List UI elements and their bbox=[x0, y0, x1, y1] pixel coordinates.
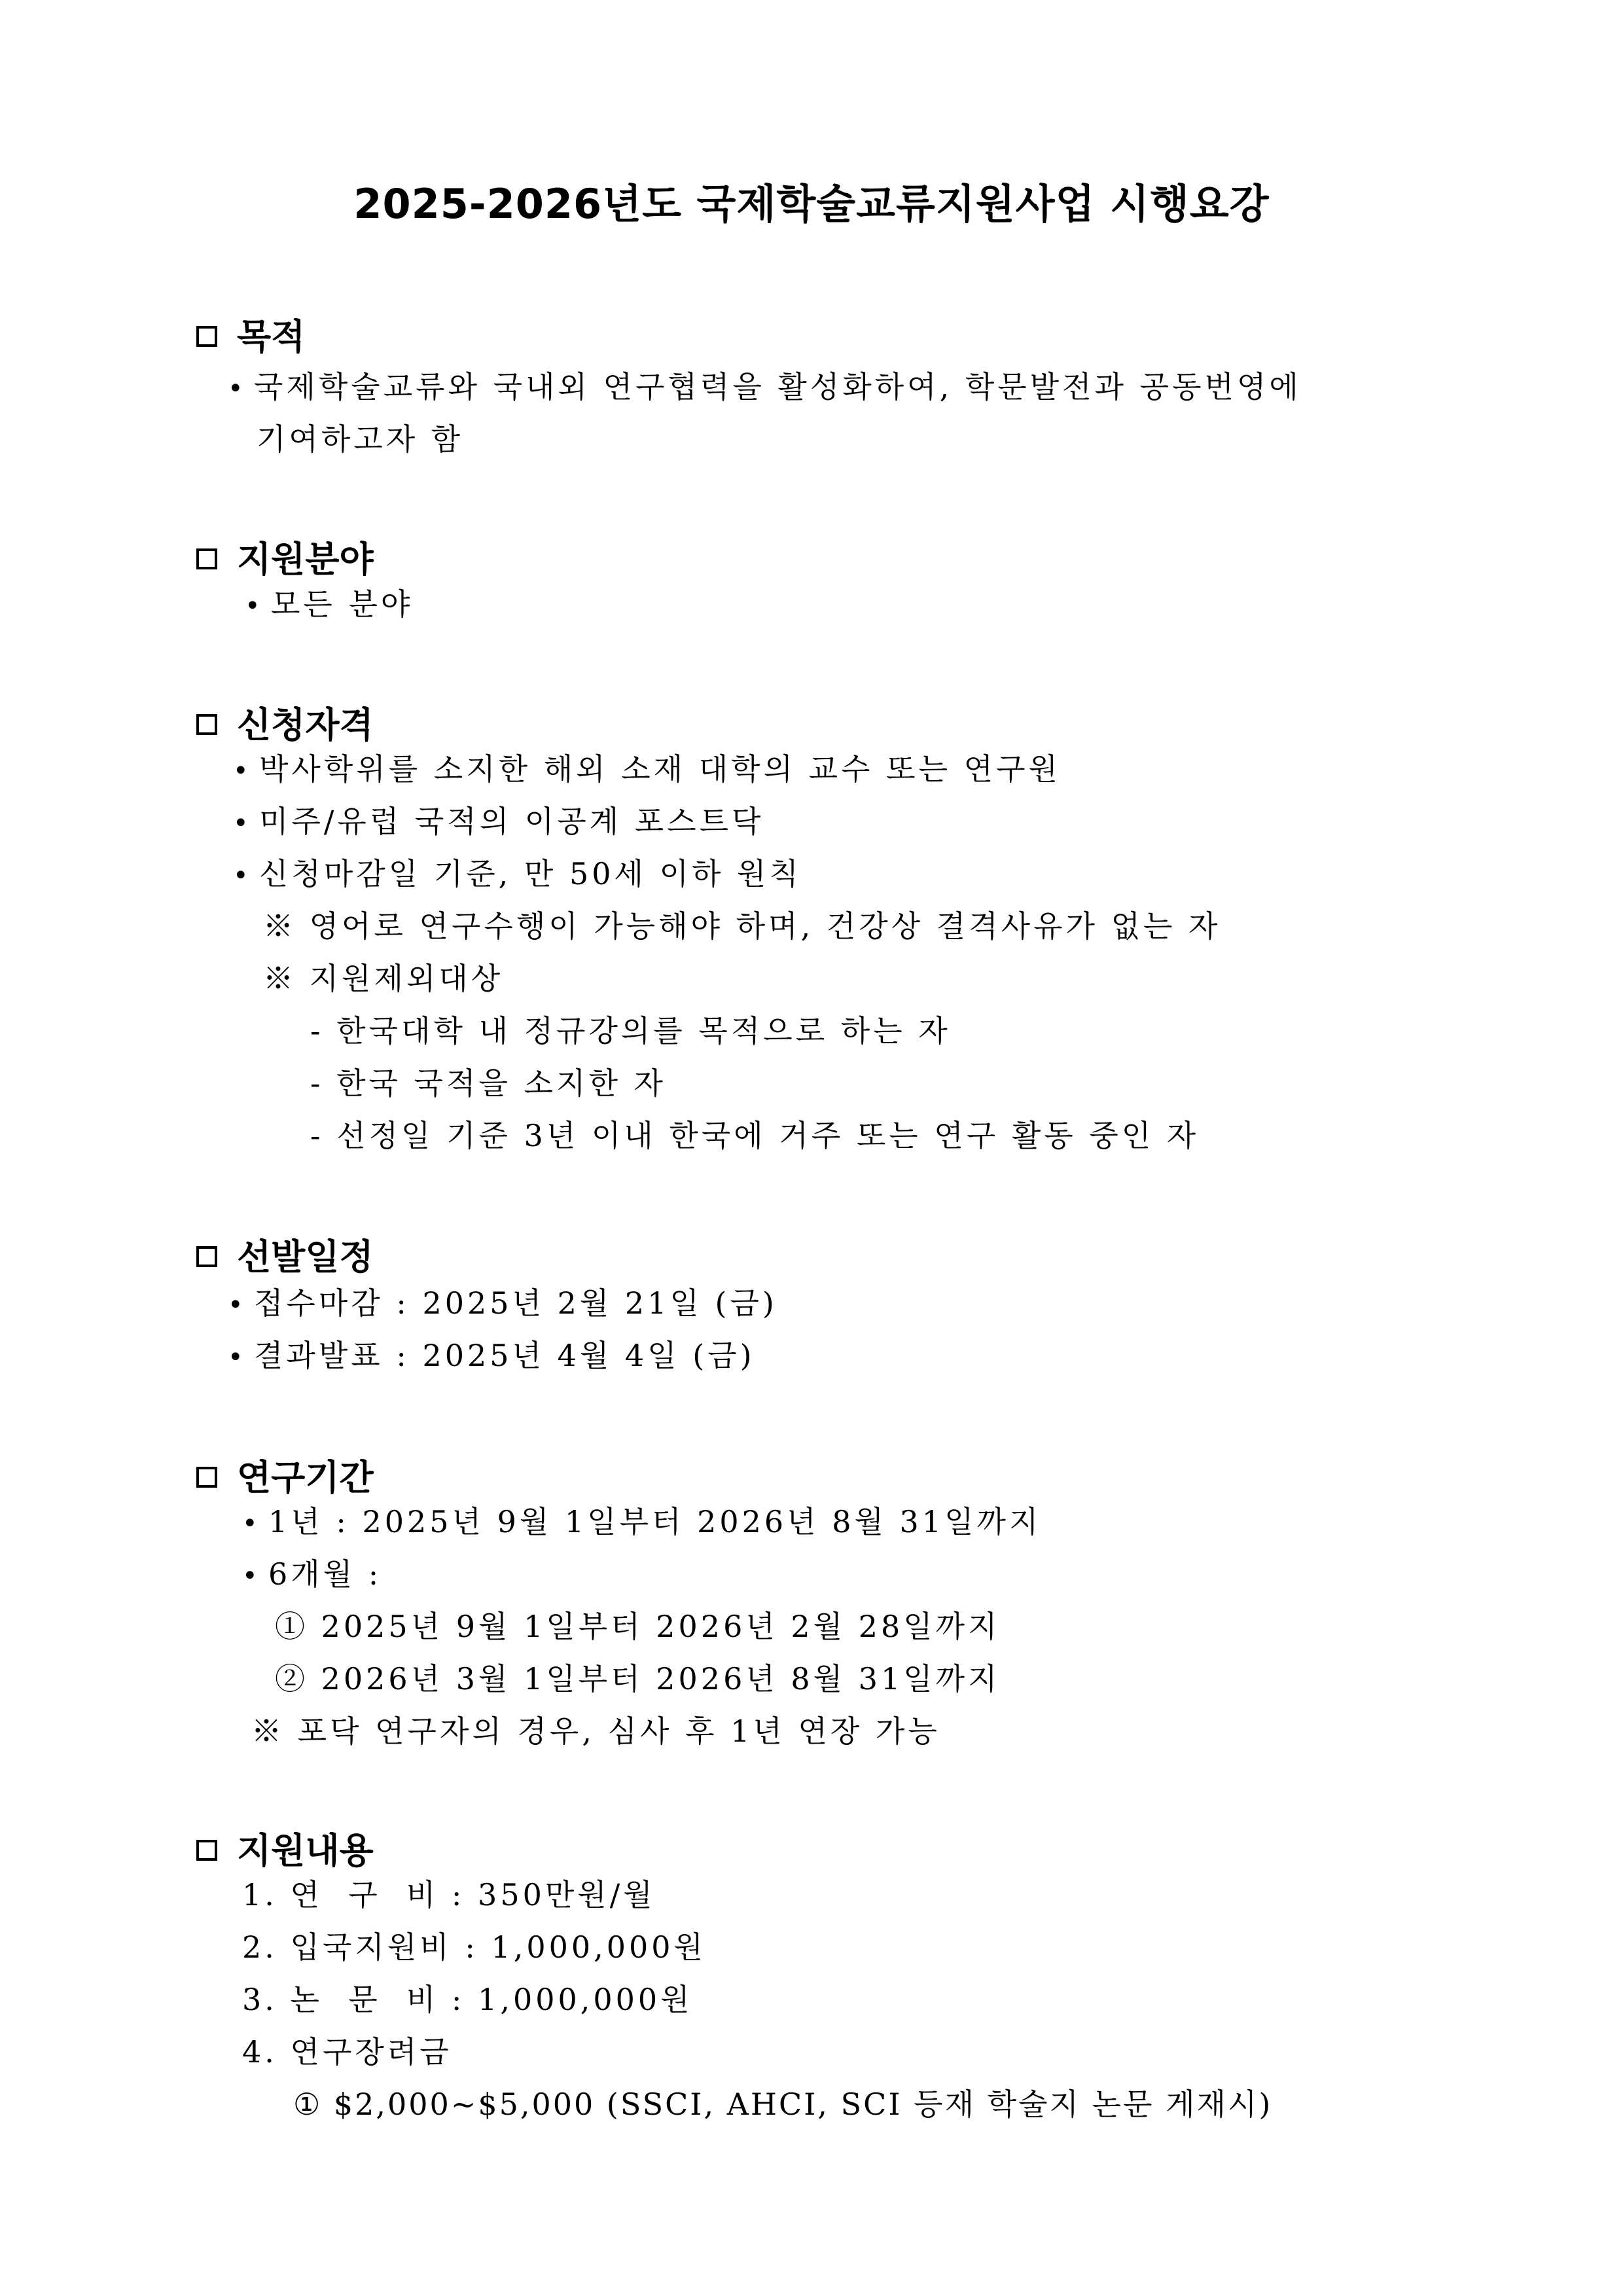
section-heading-period bbox=[196, 1450, 374, 1500]
checkbox-square-icon bbox=[196, 326, 217, 347]
section-heading-label: 신청자격 bbox=[237, 704, 374, 745]
section-heading-eligibility bbox=[196, 697, 374, 747]
checkbox-square-icon bbox=[196, 548, 217, 569]
section-heading-label: 연구기간 bbox=[237, 1457, 374, 1498]
sub-item: ① $2,000~$5,000 (SSCI, AHCI, SCI 등재 학술지 논문 게재시) bbox=[293, 2087, 1273, 2122]
note-line: ※ 지원제외대상 bbox=[263, 961, 504, 996]
list-item-continuation: 기여하고자 함 bbox=[257, 422, 464, 457]
note-line: ※ 영어로 연구수행이 가능해야 하며, 건강상 결격사유가 없는 자 bbox=[263, 908, 1221, 944]
list-item: • 결과발표 : 2025년 4월 4일 (금) bbox=[228, 1338, 755, 1373]
support-item: 3. 논 문 비 : 1,000,000원 bbox=[242, 1982, 693, 2017]
support-item: 2. 입국지원비 : 1,000,000원 bbox=[242, 1929, 706, 1965]
section-heading-schedule bbox=[196, 1229, 374, 1280]
section-heading-support bbox=[196, 1823, 374, 1873]
exclusion-item: - 선정일 기준 3년 이내 한국에 거주 또는 연구 활동 중인 자 bbox=[310, 1118, 1200, 1153]
bullet-icon: • bbox=[245, 591, 264, 621]
exclusion-item: - 한국 국적을 소지한 자 bbox=[310, 1066, 666, 1101]
checkbox-square-icon bbox=[196, 1467, 217, 1488]
bullet-icon: • bbox=[228, 1290, 247, 1320]
section-heading-label: 지원내용 bbox=[237, 1830, 374, 1871]
section-heading-label: 지원분야 bbox=[237, 539, 374, 580]
section-heading-purpose bbox=[196, 309, 305, 359]
bullet-icon: • bbox=[242, 1561, 261, 1591]
bullet-icon: • bbox=[228, 374, 247, 404]
bullet-icon: • bbox=[233, 861, 252, 891]
list-item: • 신청마감일 기준, 만 50세 이하 원칙 bbox=[233, 856, 802, 891]
list-item: • 1년 : 2025년 9월 1일부터 2026년 8월 31일까지 bbox=[242, 1504, 1042, 1539]
document-title: 2025-2026년도 국제학술교류지원사업 시행요강 bbox=[353, 180, 1270, 228]
list-item: • 박사학위를 소지한 해외 소재 대학의 교수 또는 연구원 bbox=[233, 751, 1061, 787]
checkbox-square-icon bbox=[196, 714, 217, 735]
checkbox-square-icon bbox=[196, 1246, 217, 1267]
sub-item: ② 2026년 3월 1일부터 2026년 8월 31일까지 bbox=[275, 1661, 1001, 1696]
list-item: • 접수마감 : 2025년 2월 21일 (금) bbox=[228, 1285, 777, 1321]
bullet-icon: • bbox=[242, 1509, 261, 1539]
support-item: 4. 연구장려금 bbox=[242, 2034, 452, 2070]
list-item: • 미주/유럽 국적의 이공계 포스트닥 bbox=[233, 804, 764, 839]
support-item: 1. 연 구 비 : 350만원/월 bbox=[242, 1877, 656, 1912]
sub-item: ① 2025년 9월 1일부터 2026년 2월 28일까지 bbox=[275, 1609, 1001, 1644]
list-item: • 6개월 : bbox=[242, 1556, 382, 1592]
note-line: ※ 포닥 연구자의 경우, 심사 후 1년 연장 가능 bbox=[251, 1713, 940, 1749]
section-heading-label: 선발일정 bbox=[237, 1236, 374, 1278]
list-item: • 국제학술교류와 국내외 연구협력을 활성화하여, 학문발전과 공동번영에 bbox=[228, 369, 1302, 404]
section-heading-label: 목적 bbox=[237, 316, 306, 357]
list-item: • 모든 분야 bbox=[245, 586, 414, 622]
bullet-icon: • bbox=[233, 756, 252, 786]
bullet-icon: • bbox=[233, 808, 252, 838]
checkbox-square-icon bbox=[196, 1840, 217, 1861]
section-heading-field bbox=[196, 531, 374, 582]
bullet-icon: • bbox=[228, 1342, 247, 1372]
exclusion-item: - 한국대학 내 정규강의를 목적으로 하는 자 bbox=[310, 1013, 951, 1049]
